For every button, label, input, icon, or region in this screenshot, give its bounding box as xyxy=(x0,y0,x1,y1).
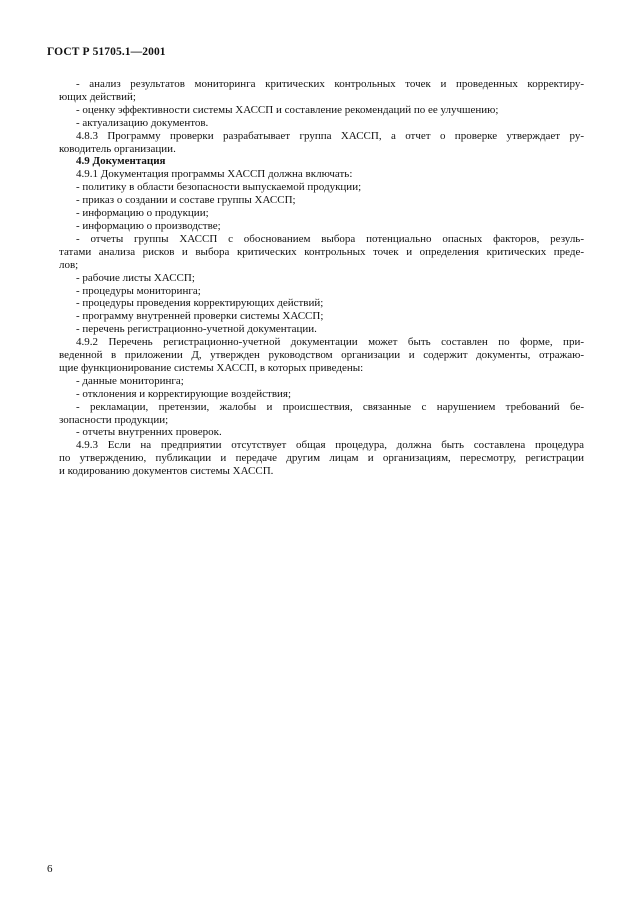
text-line: и кодированию документов системы ХАССП. xyxy=(59,465,274,478)
text-line: по утверждению, публикации и передаче другим лицам и организациям, пересмотру, регистрации xyxy=(59,452,584,465)
text-line: - анализ результатов мониторинга критических контрольных точек и проведенных корректиру- xyxy=(76,78,584,90)
text-line: - перечень регистрационно-учетной документации. xyxy=(76,323,317,336)
text-line: - процедуры мониторинга; xyxy=(76,284,201,297)
text-line: - данные мониторинга; xyxy=(76,374,184,387)
page-number: 6 xyxy=(47,863,53,875)
text-line: - приказ о создании и составе группы ХАССП; xyxy=(76,194,296,207)
text-line: - отчеты группы ХАССП с обоснованием выбора потенциально опасных факторов, резуль- xyxy=(76,232,584,245)
text-line: ководитель организации. xyxy=(59,142,176,155)
text-line: татами анализа рисков и выбора критических контрольных точек и определения критических преде- xyxy=(59,245,584,258)
text-line: 4.8.3 Программу проверки разрабатывает группа ХАССП, а отчет о проверке утверждает ру- xyxy=(76,129,584,142)
text-line: 4.9.2 Перечень регистрационно-учетной документации может быть составлен по форме, при- xyxy=(76,336,584,349)
text-line: - актуализацию документов. xyxy=(76,116,209,129)
text-line: веденной в приложении Д, утвержден руководством организации и содержит документы, отражаю- xyxy=(59,349,584,362)
text-line: ющих действий; xyxy=(59,90,136,103)
section-heading: 4.9 Документация xyxy=(76,155,166,168)
text-line: - политику в области безопасности выпускаемой продукции; xyxy=(76,181,362,194)
text-line: - отчеты внутренних проверок. xyxy=(76,426,222,439)
document-header: ГОСТ Р 51705.1—2001 xyxy=(47,46,166,58)
text-line: - программу внутренней проверки системы ХАССП; xyxy=(76,310,324,323)
text-line: - рекламации, претензии, жалобы и происшествия, связанные с нарушением требований бе- xyxy=(76,400,584,413)
text-line: щие функционирование системы ХАССП, в которых приведены: xyxy=(59,361,364,374)
text-line: зопасности продукции; xyxy=(59,413,169,426)
text-line: - процедуры проведения корректирующих действий; xyxy=(76,297,324,310)
text-line: - отклонения и корректирующие воздействия; xyxy=(76,387,292,400)
text-line: 4.9.3 Если на предприятии отсутствует общая процедура, должна быть составлена процедура xyxy=(76,439,584,452)
document-body xyxy=(59,78,584,478)
text-line: лов; xyxy=(59,258,79,271)
text-line: - оценку эффективности системы ХАССП и составление рекомендаций по ее улучшению; xyxy=(76,103,499,116)
text-line: 4.9.1 Документация программы ХАССП должна включать: xyxy=(76,168,353,181)
text-line: - информацию о производстве; xyxy=(76,219,221,232)
text-line: - информацию о продукции; xyxy=(76,207,209,220)
text-line: - рабочие листы ХАССП; xyxy=(76,271,195,284)
